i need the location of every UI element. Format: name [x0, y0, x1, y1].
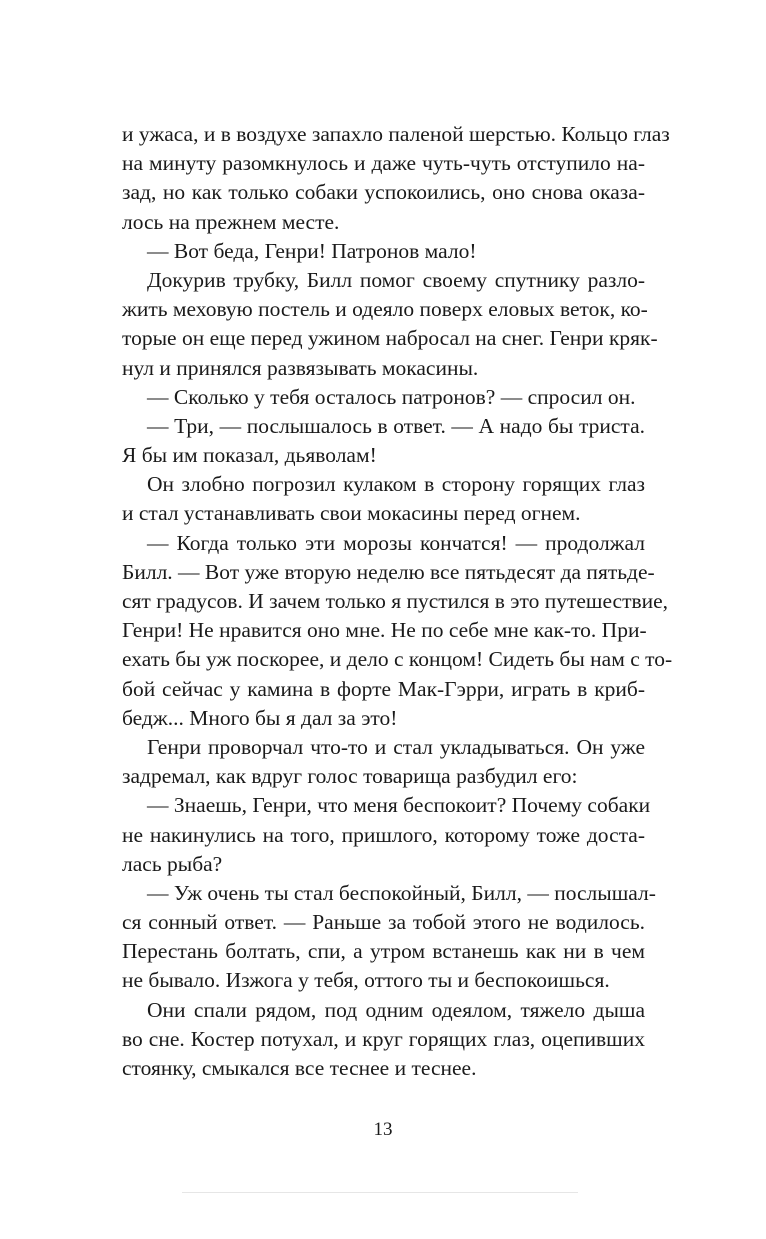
- footer-divider: [182, 1192, 578, 1193]
- text-line: задремал, как вдруг голос товарища разбудил его:: [122, 764, 578, 789]
- body-text: [122, 120, 673, 1083]
- text-line: лось на прежнем месте.: [122, 209, 340, 234]
- text-line: стоянку, смыкался все теснее и теснее.: [122, 1056, 477, 1080]
- text-line: не бывало. Изжога у тебя, оттого ты и беспокоишься.: [122, 968, 610, 993]
- text-line: торые он еще перед ужином набросал на снег. Генри кряк-: [122, 326, 658, 351]
- text-line: Генри! Не нравится оно мне. Не по себе мне как-то. При-: [122, 618, 647, 643]
- text-line: Я бы им показал, дьяволам!: [122, 443, 377, 468]
- text-line: Они спали рядом, под одним одеялом, тяжело дыша: [147, 997, 645, 1022]
- text-line: ся сонный ответ. — Раньше за тобой этого не водилось.: [122, 910, 645, 935]
- text-line: жить меховую постель и одеяло поверх еловых веток, ко-: [122, 297, 648, 322]
- text-line: бедж... Много бы я дал за это!: [122, 705, 398, 730]
- text-line: на минуту разомкнулось и даже чуть-чуть отступило на-: [122, 151, 645, 176]
- text-line: сят градусов. И зачем только я пустился в это путешествие,: [122, 589, 669, 613]
- text-line: — Когда только эти морозы кончатся! — продолжал: [147, 530, 645, 555]
- text-line: — Знаешь, Генри, что меня беспокоит? Почему собаки: [147, 793, 651, 818]
- text-line: зад, но как только собаки успокоились, оно снова оказа-: [122, 180, 645, 205]
- text-line: Докурив трубку, Билл помог своему спутнику разло-: [147, 267, 645, 292]
- text-line: Генри проворчал что-то и стал укладываться. Он уже: [147, 734, 645, 759]
- text-line: и стал устанавливать свои мокасины перед огнем.: [122, 501, 581, 526]
- text-line: и ужаса, и в воздухе запахло паленой шерстью. Кольцо глаз: [122, 122, 670, 146]
- text-line: Перестань болтать, спи, а утром встанешь как ни в чем: [122, 939, 645, 964]
- text-line: — Три, — послышалось в ответ. — А надо бы триста.: [147, 413, 645, 438]
- text-line: лась рыба?: [122, 851, 223, 876]
- text-line: бой сейчас у камина в форте Мак-Гэрри, играть в криб-: [122, 676, 645, 701]
- text-line: нул и принялся развязывать мокасины.: [122, 355, 479, 380]
- text-line: — Сколько у тебя осталось патронов? — спросил он.: [147, 384, 636, 409]
- text-line: не накинулись на того, пришлого, которому тоже доста-: [122, 822, 645, 847]
- text-line: Он злобно погрозил кулаком в сторону горящих глаз: [147, 472, 645, 497]
- text-line: — Уж очень ты стал беспокойный, Билл, — послышал-: [147, 880, 656, 905]
- text-line: Билл. — Вот уже вторую неделю все пятьдесят да пятьде-: [122, 559, 655, 584]
- page-number: 13: [373, 1119, 393, 1140]
- text-line: — Вот беда, Генри! Патронов мало!: [147, 238, 477, 263]
- text-line: во сне. Костер потухал, и круг горящих глаз, оцепивших: [122, 1026, 645, 1051]
- text-line: ехать бы уж поскорее, и дело с концом! Сидеть бы нам с то-: [122, 647, 673, 672]
